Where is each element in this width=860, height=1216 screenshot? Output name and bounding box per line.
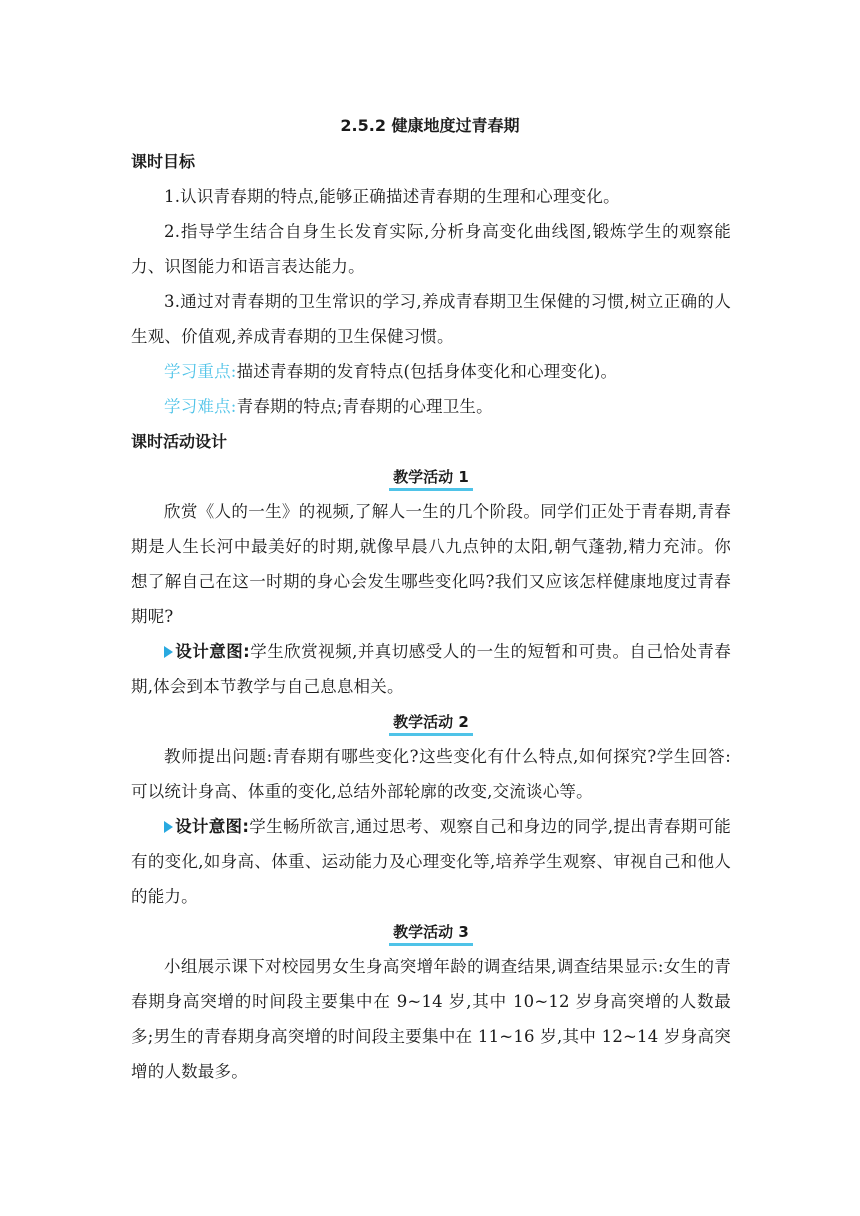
- objective-item: 1.认识青春期的特点,能够正确描述青春期的生理和心理变化。: [164, 187, 620, 206]
- design-intent-2: [131, 809, 731, 914]
- difficulty-text: 青春期的特点;青春期的心理卫生。: [236, 397, 493, 416]
- triangle-marker-icon: [164, 646, 173, 658]
- objectives-heading: 课时目标: [131, 152, 196, 171]
- activity-title-text: 教学活动 3: [389, 921, 473, 946]
- page-title: 2.5.2 健康地度过青春期: [340, 116, 520, 135]
- design-intent-label: 设计意图:: [175, 642, 250, 661]
- design-intent-text: 学生欣赏视频,并真切感受人的一生的短暂和可贵。自己恰处青春期,体会到本节教学与自己息息相关。: [131, 642, 731, 696]
- activity-body-1: 欣赏《人的一生》的视频,了解人一生的几个阶段。同学们正处于青春期,青春期是人生长河中最美好的时期,就像早晨八九点钟的太阳,朝气蓬勃,精力充沛。你想了解自己在这一时期的身心会发生哪些变化吗?我们又应该怎样健康地度过青春期呢?: [131, 502, 731, 626]
- activity-title-2: [131, 704, 731, 739]
- document-body: [131, 144, 731, 1089]
- key-point-label: 学习重点:: [164, 362, 237, 381]
- activity-body-2: 教师提出问题:青春期有哪些变化?这些变化有什么特点,如何探究?学生回答:可以统计身高、体重的变化,总结外部轮廓的改变,交流谈心等。: [131, 747, 731, 801]
- objective-item: 2.指导学生结合自身生长发育实际,分析身高变化曲线图,锻炼学生的观察能力、识图能力和语言表达能力。: [131, 222, 731, 276]
- activity-title-text: 教学活动 1: [389, 466, 473, 491]
- key-point: [131, 354, 731, 389]
- difficulty-point: [131, 389, 731, 424]
- activity-design-heading: 课时活动设计: [131, 432, 228, 451]
- difficulty-label: 学习难点:: [164, 397, 237, 416]
- activity-body-3: 小组展示课下对校园男女生身高突增年龄的调查结果,调查结果显示:女生的青春期身高突增的时间段主要集中在 9~14 岁,其中 10~12 岁身高突增的人数最多;男生的青春期身高突增的时间段主要集中在 11~16 岁,其中 12~14 岁身高突增的人数最多。: [131, 957, 731, 1081]
- activity-title-1: [131, 459, 731, 494]
- objective-item: 3.通过对青春期的卫生常识的学习,养成青春期卫生保健的习惯,树立正确的人生观、价值观,养成青春期的卫生保健习惯。: [131, 292, 731, 346]
- activity-title-3: [131, 914, 731, 949]
- design-intent-1: [131, 634, 731, 704]
- activity-title-text: 教学活动 2: [389, 711, 473, 736]
- triangle-marker-icon: [164, 821, 173, 833]
- design-intent-label: 设计意图:: [175, 817, 250, 836]
- design-intent-text: 学生畅所欲言,通过思考、观察自己和身边的同学,提出青春期可能有的变化,如身高、体重、运动能力及心理变化等,培养学生观察、审视自己和他人的能力。: [131, 817, 731, 906]
- key-point-text: 描述青春期的发育特点(包括身体变化和心理变化)。: [236, 362, 618, 381]
